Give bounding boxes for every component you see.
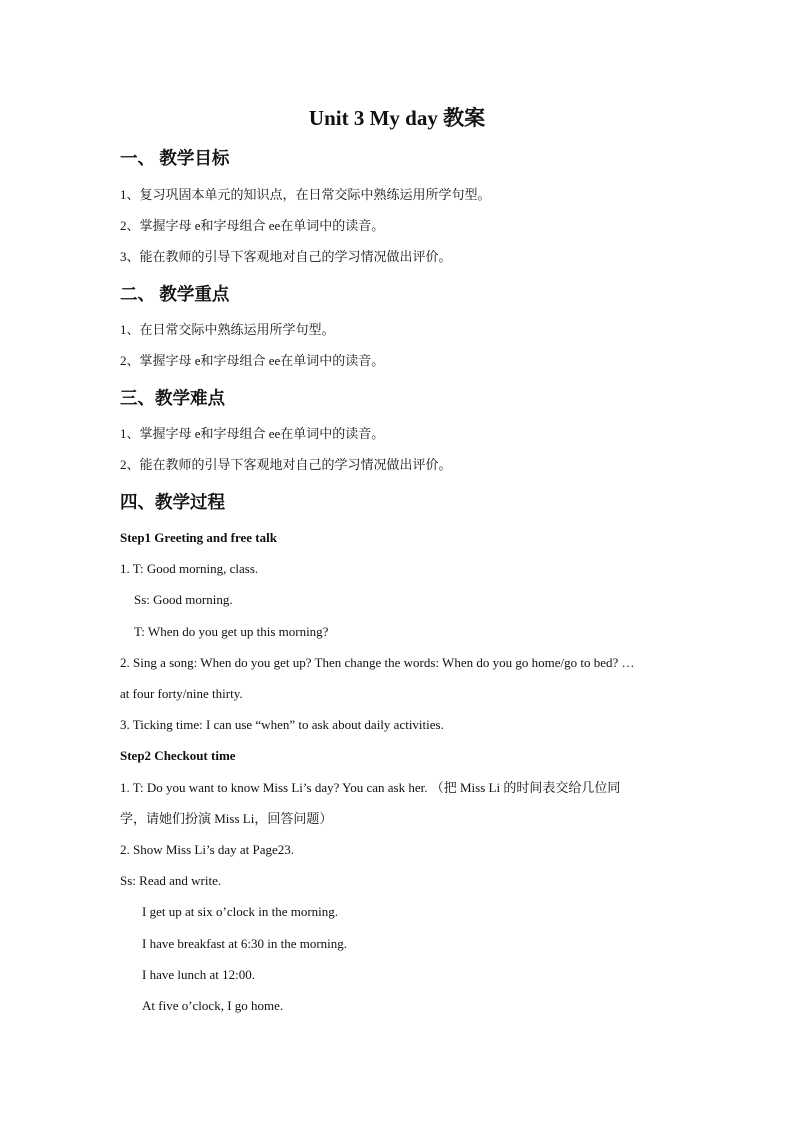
step1-line: 1. T: Good morning, class. — [120, 561, 259, 576]
step2-line: 学，请她们扮演 Miss Li，回答问题） — [120, 811, 333, 826]
step1-line: at four forty/nine thirty. — [120, 686, 243, 701]
step2-line: I get up at six o’clock in the morning. — [142, 904, 339, 919]
section-heading-key-points: 二、 教学重点 — [120, 284, 230, 304]
step2-line: At five o’clock, I go home. — [142, 998, 284, 1013]
objective-item: 2、掌握字母 e和字母组合 ee在单词中的读音。 — [120, 218, 385, 233]
section-heading-process: 四、教学过程 — [120, 492, 225, 512]
section-heading-objectives: 一、 教学目标 — [120, 148, 230, 168]
objective-item: 3、能在教师的引导下客观地对自己的学习情况做出评价。 — [120, 249, 452, 264]
objective-item: 1、复习巩固本单元的知识点，在日常交际中熟练运用所学句型。 — [120, 187, 491, 202]
section-heading-difficulties: 三、教学难点 — [120, 388, 225, 408]
step1-line: Ss: Good morning. — [134, 592, 233, 607]
step1-line: 2. Sing a song: When do you get up? Then change the words: When do you go home/go to bed? … — [120, 655, 635, 670]
key-point-item: 2、掌握字母 e和字母组合 ee在单词中的读音。 — [120, 353, 385, 368]
step2-line: I have lunch at 12:00. — [142, 967, 255, 982]
difficulty-item: 1、掌握字母 e和字母组合 ee在单词中的读音。 — [120, 426, 385, 441]
step2-heading: Step2 Checkout time — [120, 748, 236, 763]
step2-line: 1. T: Do you want to know Miss Li’s day? You can ask her. （把 Miss Li 的时间表交给几位同 — [120, 780, 621, 795]
step1-heading: Step1 Greeting and free talk — [120, 530, 277, 545]
document-title: Unit 3 My day 教案 — [308, 106, 486, 130]
step2-line: 2. Show Miss Li’s day at Page23. — [120, 842, 295, 857]
step2-line: I have breakfast at 6:30 in the morning. — [142, 936, 348, 951]
key-point-item: 1、在日常交际中熟练运用所学句型。 — [120, 322, 335, 337]
step2-line: Ss: Read and write. — [120, 873, 222, 888]
step1-line: 3. Ticking time: I can use “when” to ask about daily activities. — [120, 717, 444, 732]
step1-line: T: When do you get up this morning? — [134, 624, 329, 639]
difficulty-item: 2、能在教师的引导下客观地对自己的学习情况做出评价。 — [120, 457, 452, 472]
